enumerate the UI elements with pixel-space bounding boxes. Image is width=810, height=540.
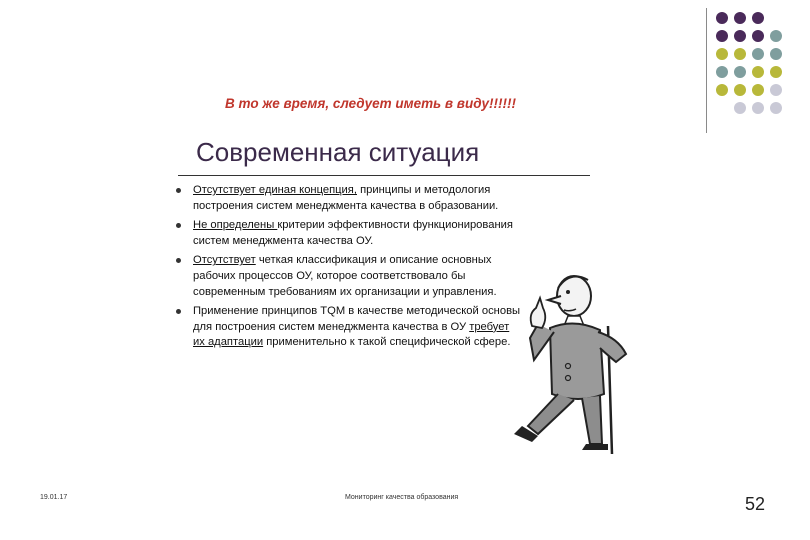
page-number: 52 [745, 494, 766, 514]
bullet-lead: Отсутствует единая концепция, [193, 184, 357, 196]
bullet-text: четкая классификация и описание основных рабочих процессов ОУ, которое соответствовало бы современным требованиям их организации и управления. [193, 254, 497, 298]
title-rule [178, 175, 590, 176]
bullet-text: принципы и методология построения систем менеджмента качества в образовании. [193, 184, 499, 212]
bullet-item [174, 183, 524, 214]
bullet-lead: требует их адаптации [193, 320, 510, 349]
footer-date: 19.01.17 [40, 494, 68, 501]
bullet-text: Применение принципов TQM в качестве методической основы для построения систем менеджмента качества в ОУ [193, 305, 521, 333]
bullet-item [174, 304, 524, 351]
decorative-dots [716, 12, 800, 108]
thinking-man-illustration [508, 266, 642, 456]
bullet-list [174, 183, 524, 355]
bullet-lead: Не определены [193, 219, 278, 232]
footer-title: Мониторинг качества образования [345, 494, 459, 501]
bullet-item [174, 218, 524, 249]
bullet-text: критерии эффективности функционирования систем менеджмента качества ОУ. [193, 219, 513, 247]
bullet-item [174, 253, 524, 300]
vertical-divider [706, 8, 707, 133]
bullet-text: применительно к такой специфической сфере. [263, 336, 511, 349]
slide-subtitle: В то же время, следует иметь в виду!!!!!! [225, 96, 517, 111]
slide-title: Современная ситуация [196, 137, 480, 167]
bullet-lead: Отсутствует [193, 254, 256, 267]
